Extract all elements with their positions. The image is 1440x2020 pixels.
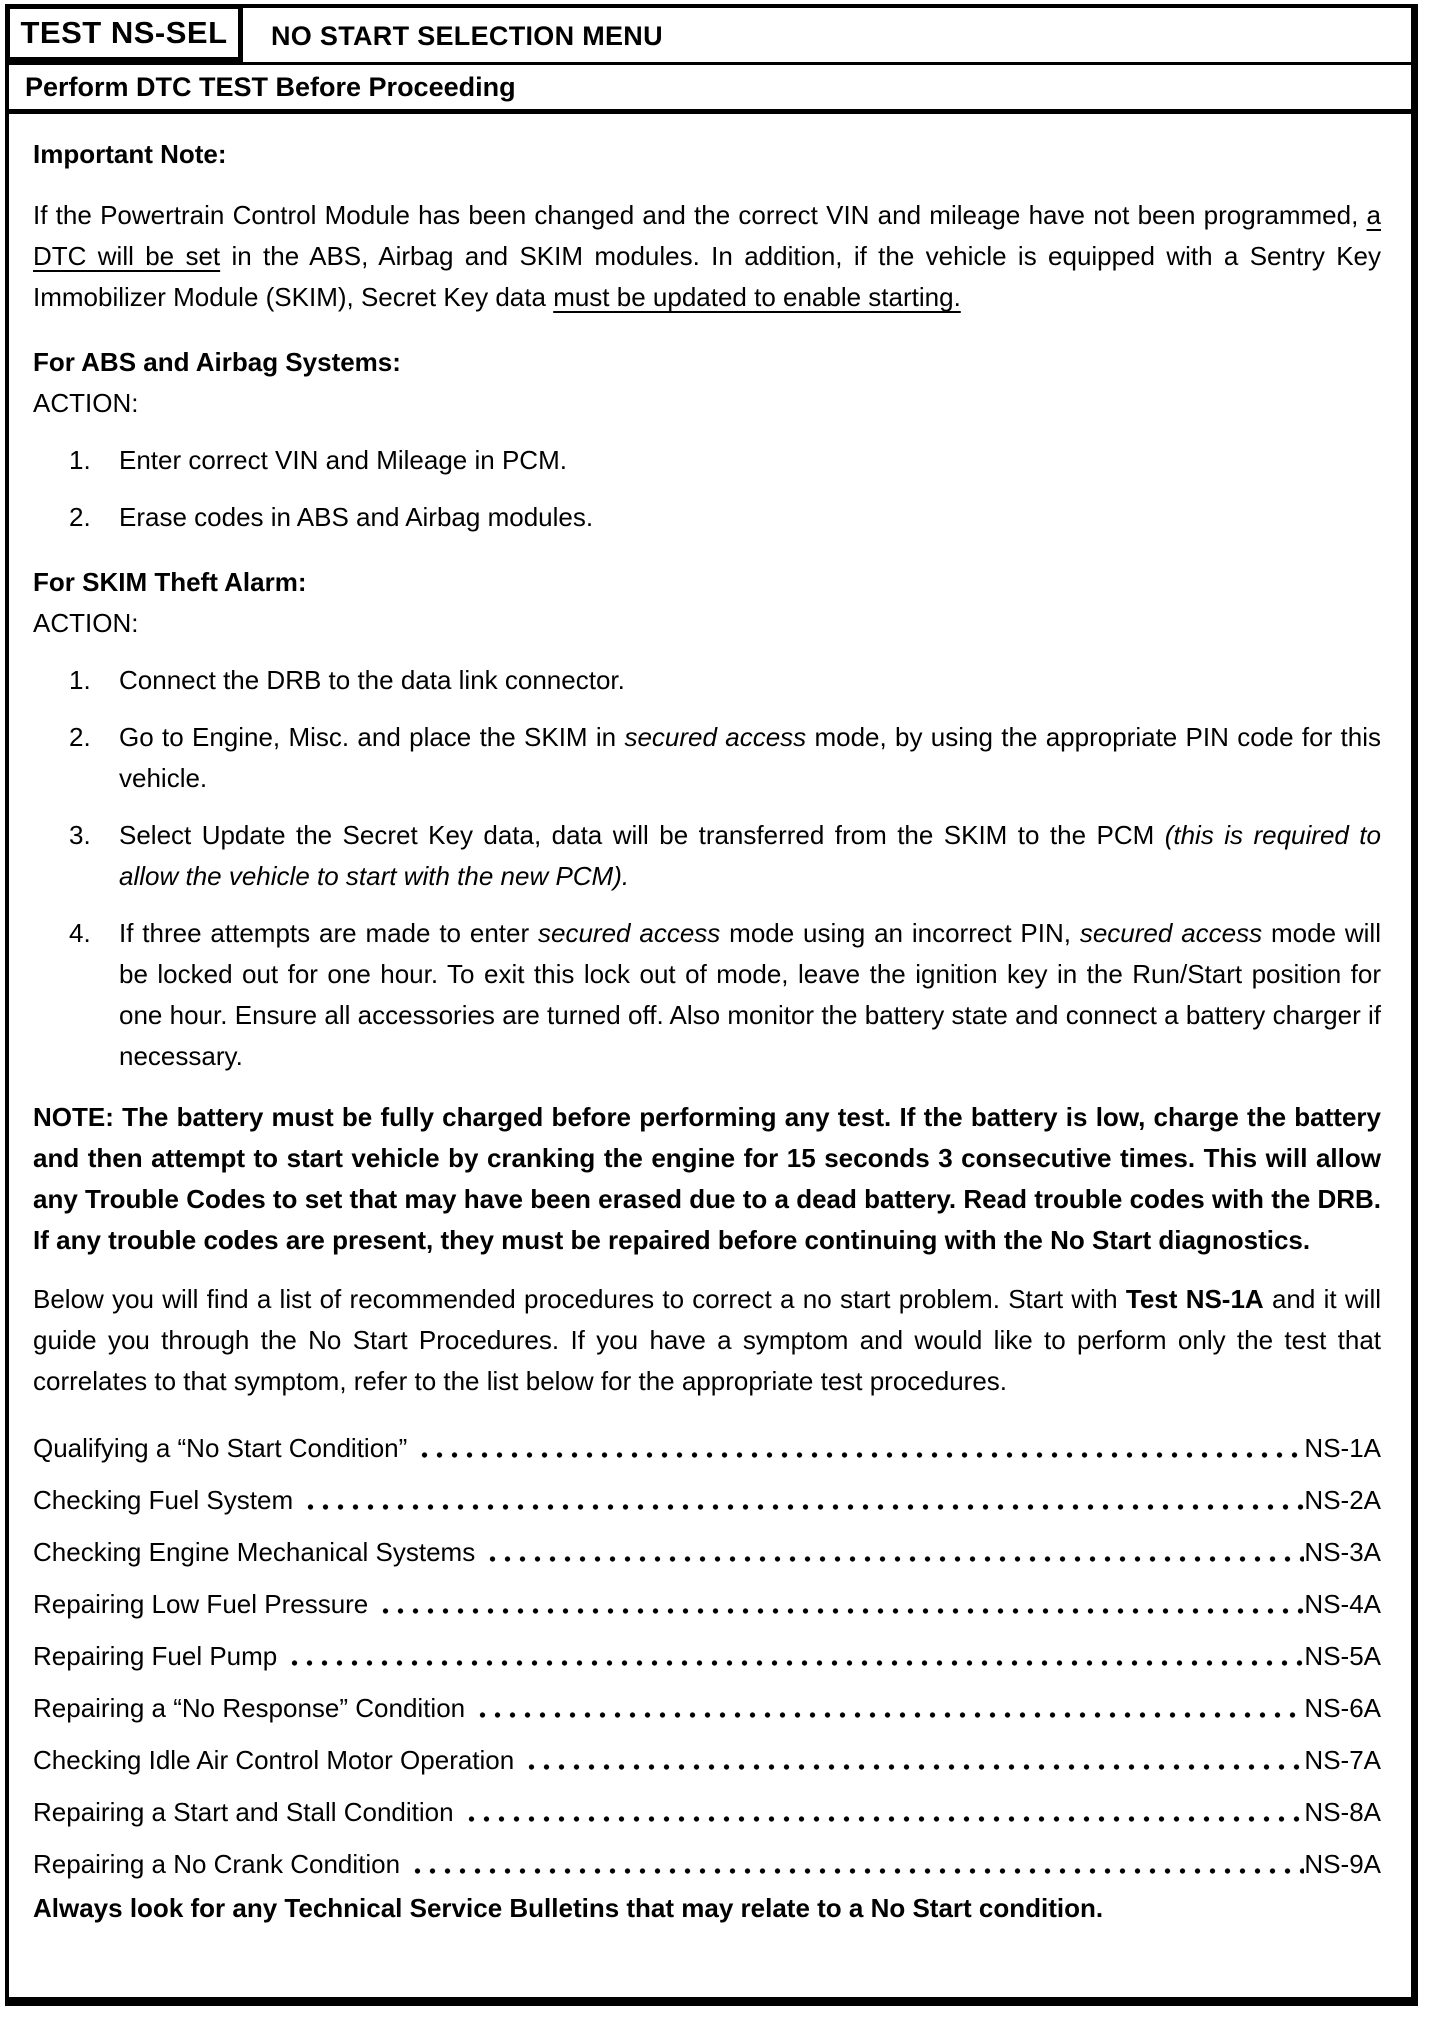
step-text: If three attempts are made to enter secured access mode using an incorrect PIN, secured access mode will be locked out for one hour. To exit this lock out of mode, leave the ignition key in the Run/Start position for one hour. Ensure all accessories are turned off. Also monitor the battery state and connect a battery charger if necessary. [119, 918, 1381, 1071]
toc-row-ns-3a [33, 1516, 1381, 1568]
toc-row-ns-7a [33, 1724, 1381, 1776]
page-title: NO START SELECTION MENU [271, 21, 663, 51]
dot-leader [287, 1640, 1304, 1672]
battery-note-paragraph: NOTE: The battery must be fully charged before performing any test. If the battery is low, charge the battery and then attempt to start vehicle by cranking the engine for 15 seconds 3 consecutive times. This will allow any Trouble Codes to set that may have been erased due to a dead battery. Read trouble codes with the DRB. If any trouble codes are present, they must be repaired before continuing with the No Start diagnostics. [33, 1102, 1381, 1255]
toc-row-ns-5a [33, 1620, 1381, 1672]
toc-row-ns-6a [33, 1672, 1381, 1724]
tsb-footer-note: Always look for any Technical Service Bulletins that may relate to a No Start condition. [33, 1893, 1104, 1923]
toc-row-ns-4a [33, 1568, 1381, 1620]
abs-step-2 [33, 497, 1381, 538]
step-text: Connect the DRB to the data link connector. [119, 665, 625, 695]
toc-code: NS-3A [1304, 1537, 1381, 1567]
toc-code: NS-9A [1304, 1849, 1381, 1879]
step-text: Enter correct VIN and Mileage in PCM. [119, 445, 567, 475]
dot-leader [303, 1484, 1304, 1516]
abs-airbag-section-heading: For ABS and Airbag Systems: [33, 347, 401, 377]
abs-step-1 [33, 440, 1381, 481]
skim-section-heading: For SKIM Theft Alarm: [33, 567, 307, 597]
dot-leader [485, 1536, 1304, 1568]
dot-leader [524, 1744, 1304, 1776]
toc-title: Repairing a “No Response” Condition [33, 1693, 466, 1723]
dot-leader [464, 1796, 1305, 1828]
dot-leader [410, 1848, 1304, 1880]
test-index-list [33, 1412, 1381, 1880]
step-number: 2. [69, 502, 91, 532]
toc-code: NS-4A [1304, 1589, 1381, 1619]
toc-title: Checking Engine Mechanical Systems [33, 1537, 476, 1567]
toc-title: Checking Fuel System [33, 1485, 294, 1515]
step-number: 1. [69, 665, 91, 695]
step-number: 1. [69, 445, 91, 475]
test-id-box [5, 4, 243, 62]
skim-action-label: ACTION: [33, 608, 139, 638]
toc-title: Qualifying a “No Start Condition” [33, 1433, 408, 1463]
subheader-label: Perform DTC TEST Before Proceeding [25, 71, 516, 102]
toc-code: NS-8A [1304, 1797, 1381, 1827]
toc-title: Repairing a No Crank Condition [33, 1849, 401, 1879]
toc-code: NS-1A [1304, 1433, 1381, 1463]
step-text: Go to Engine, Misc. and place the SKIM in secured access mode, by using the appropriate PIN code for this vehicle. [119, 722, 1381, 793]
toc-row-ns-9a [33, 1828, 1381, 1880]
subheader-bar [9, 65, 1411, 114]
skim-step-4 [33, 913, 1381, 1077]
step-number: 4. [69, 918, 91, 948]
step-text: Erase codes in ABS and Airbag modules. [119, 502, 594, 532]
intro-paragraph: If the Powertrain Control Module has been changed and the correct VIN and mileage have not been programmed, a DTC will be set in the ABS, Airbag and SKIM modules. In addition, if the vehicle is equipped with a Sentry Key Immobilizer Module (SKIM), Secret Key data must be updated to enable starting. [33, 200, 1381, 312]
page-frame [5, 4, 1418, 2006]
toc-code: NS-7A [1304, 1745, 1381, 1775]
toc-code: NS-5A [1304, 1641, 1381, 1671]
toc-title: Repairing Fuel Pump [33, 1641, 278, 1671]
skim-step-3 [33, 815, 1381, 897]
dot-leader [378, 1588, 1304, 1620]
toc-code: NS-2A [1304, 1485, 1381, 1515]
toc-title: Repairing Low Fuel Pressure [33, 1589, 369, 1619]
skim-step-2 [33, 717, 1381, 799]
dot-leader [417, 1432, 1304, 1464]
important-note-heading: Important Note: [33, 139, 227, 169]
dot-leader [475, 1692, 1304, 1724]
toc-title: Repairing a Start and Stall Condition [33, 1797, 454, 1827]
toc-title: Checking Idle Air Control Motor Operation [33, 1745, 515, 1775]
toc-row-ns-2a [33, 1464, 1381, 1516]
step-number: 2. [69, 722, 91, 752]
abs-airbag-action-label: ACTION: [33, 388, 139, 418]
test-id-label: TEST NS-SEL [20, 15, 228, 50]
skim-step-1 [33, 660, 1381, 701]
header-row [9, 8, 1411, 65]
step-text: Select Update the Secret Key data, data will be transferred from the SKIM to the PCM (this is required to allow the vehicle to start with the new PCM). [119, 820, 1381, 891]
toc-row-ns-1a [33, 1412, 1381, 1464]
step-number: 3. [69, 820, 91, 850]
toc-row-ns-8a [33, 1776, 1381, 1828]
document-body [9, 134, 1411, 1929]
guide-paragraph: Below you will find a list of recommended procedures to correct a no start problem. Start with Test NS-1A and it will guide you through the No Start Procedures. If you have a symptom and would like to perform only the test that correlates to that symptom, refer to the list below for the appropriate test procedures. [33, 1284, 1381, 1396]
toc-code: NS-6A [1304, 1693, 1381, 1723]
